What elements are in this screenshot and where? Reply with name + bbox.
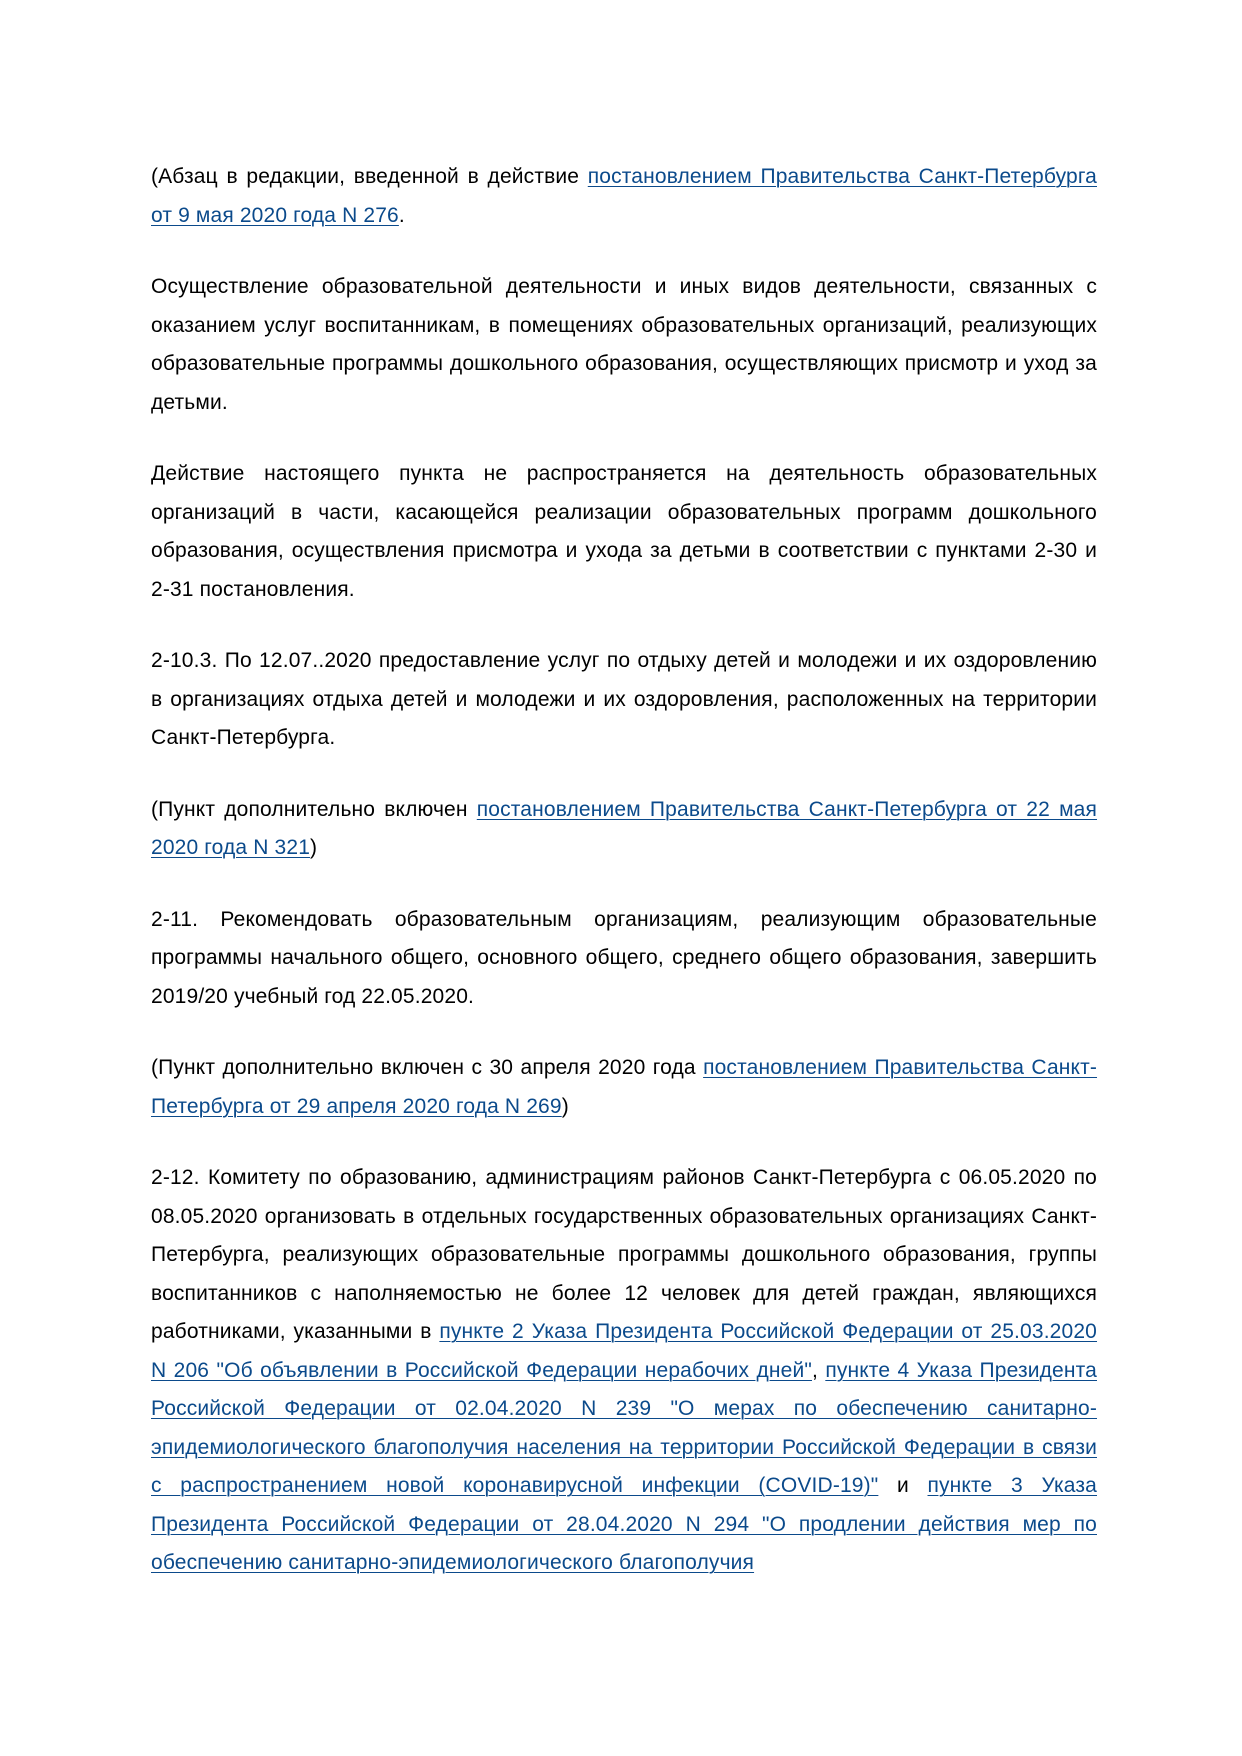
paragraph-education-activity — [151, 268, 1097, 422]
text-segment: (Пункт дополнительно включен с 30 апреля 2020 года — [151, 1056, 704, 1079]
text-segment: 2-12. Комитету по образованию, администрациям районов Санкт-Петербурга с 06.05.2020 по 08.05.2020 организовать в отдельных государственных образовательных организациях Санкт-Петербурга, реализующих образовательные программы дошкольного образования, группы воспитанников с наполняемостью не более 12 человек для детей граждан, являющихся работниками, указанными в — [151, 1166, 1097, 1343]
link-resolution-269[interactable]: постановлением Правительства Санкт-Петербурга от 29 апреля 2020 года N 269 — [151, 1056, 1098, 1118]
link-decree-239[interactable]: пункте 4 Указа Президента Российской Федерации от 02.04.2020 N 239 "О мерах по обеспечению санитарно-эпидемиологического благополучия населения на территории Российской Федерации в связи с распространением новой коронавирусной инфекции (COVID-19)" — [151, 1358, 1097, 1497]
paragraph-amendment-note-2 — [151, 791, 1097, 868]
document-body — [151, 158, 1097, 1616]
text-segment: ) — [310, 836, 318, 859]
text-segment: (Пункт дополнительно включен — [151, 797, 477, 821]
link-decree-206[interactable]: пункте 2 Указа Президента Российской Федерации от 25.03.2020 N 206 "Об объявлении в Российской Федерации нерабочих дней" — [151, 1320, 1098, 1382]
text-segment: , — [811, 1358, 826, 1382]
link-resolution-276[interactable]: постановлением Правительства Санкт-Петербурга от 9 мая 2020 года N 276 — [151, 165, 1097, 227]
text-segment: и — [878, 1474, 928, 1497]
text-segment: 2-11. Рекомендовать образовательным организациям, реализующим образовательные программы начального общего, основного общего, среднего общего образования, завершить 2019/20 учебный год 22.05.2020. — [151, 907, 1097, 1008]
text-segment: Действие настоящего пункта не распространяется на деятельность образовательных организаций в части, касающейся реализации образовательных программ дошкольного образования, осуществления присмотра и ухода за детьми в соответствии с пунктами 2-30 и 2-31 постановления. — [151, 462, 1097, 601]
text-segment: . — [398, 203, 405, 227]
text-segment: 2-10.3. По 12.07..2020 предоставление услуг по отдыху детей и молодежи и их оздоровлению в организациях отдыха детей и молодежи и их оздоровления, расположенных на территории Санкт-Петербурга. — [151, 649, 1097, 749]
paragraph-amendment-note-3 — [151, 1049, 1097, 1126]
paragraph-item-2-12 — [151, 1159, 1097, 1583]
link-resolution-321[interactable]: постановлением Правительства Санкт-Петербурга от 22 мая 2020 года N 321 — [151, 797, 1098, 859]
paragraph-exception — [151, 455, 1097, 609]
paragraph-item-2-11 — [151, 901, 1097, 1017]
paragraph-item-2-10-3 — [151, 642, 1097, 758]
text-segment: ) — [561, 1094, 569, 1118]
paragraph-amendment-note-1 — [151, 158, 1097, 235]
text-segment: Осуществление образовательной деятельности и иных видов деятельности, связанных с оказанием услуг воспитанникам, в помещениях образовательных организаций, реализующих образовательные программы дошкольного образования, осуществляющих присмотр и уход за детьми. — [151, 275, 1097, 414]
text-segment: (Абзац в редакции, введенной в действие — [151, 165, 588, 188]
link-decree-294[interactable]: пункте 3 Указа Президента Российской Федерации от 28.04.2020 N 294 "О продлении действия мер по обеспечению санитарно-эпидемиологического благополучия — [151, 1474, 1097, 1574]
